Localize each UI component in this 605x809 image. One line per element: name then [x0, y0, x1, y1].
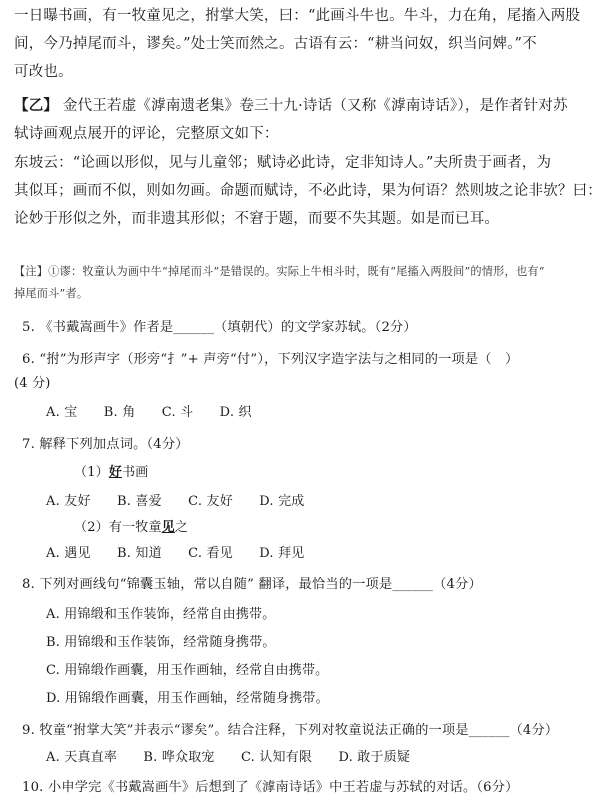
q7-2-prefix: （2）有一牧童 [74, 520, 162, 535]
q7-1-option-b: B. 喜爱 [117, 494, 162, 509]
question-7: 7. 解释下列加点词。（4分） [22, 437, 189, 452]
q8-option-b: B. 用锦缎和玉作装饰，经常随身携带。 [46, 635, 276, 650]
question-9: 9. 牧童“拊掌大笑”并表示“谬矣”。结合注释，下列对牧童说法正确的一项是______（4分） [22, 723, 559, 738]
section-b-label: 【乙】 [14, 97, 59, 114]
q8-option-c: C. 用锦缎作画囊，用玉作画轴，经常自由携带。 [46, 663, 329, 678]
passage-line-1: 一日曝书画，有一牧童见之，拊掌大笑，曰：“此画斗牛也。牛斗，力在角，尾搐入两股 [14, 8, 581, 24]
question-7-part-2 [74, 518, 188, 538]
question-7-1-options [46, 492, 327, 512]
question-9-options [46, 748, 432, 768]
q6-option-b: B. 角 [103, 405, 136, 420]
quote-line-2: 其似耳；画而不似，则如勿画。命题而赋诗，不必此诗，果为何语？然则坡之论非欤？曰： [14, 183, 602, 199]
question-8: 8. 下列对画线句“锦囊玉轴，常以自随” 翻译，最恰当的一项是______（4分） [22, 577, 482, 592]
q7-2-option-c: C. 看见 [188, 546, 233, 561]
q7-1-option-a: A. 友好 [46, 494, 91, 509]
question-10: 10. 小申学完《书戴嵩画牛》后想到了《滹南诗话》中王若虚与苏轼的对话。（6分） [22, 780, 519, 795]
question-7-part-1 [74, 463, 148, 483]
q8-option-d: D. 用锦缎作画囊，用玉作画轴，经常随身携带。 [46, 691, 329, 706]
q7-2-option-b: B. 知道 [117, 546, 162, 561]
q6-option-c: C. 斗 [161, 405, 194, 420]
question-5: 5. 《书戴嵩画牛》作者是______（填朝代）的文学家苏轼。（2分） [22, 320, 417, 335]
quote-line-3: 论妙于形似之外，而非遗其形似；不窘于题，而要不失其题。如是而已耳。 [14, 211, 500, 227]
section-b-line-2: 轼诗画观点展开的评论，完整原文如下： [14, 126, 279, 142]
question-6: 6. “拊”为形声字（形旁“扌”+ 声旁“付”），下列汉字造字法与之相同的一项是（ ） [22, 352, 519, 367]
q7-1-word: 好 [108, 465, 123, 480]
question-7-2-options [46, 544, 327, 564]
q7-2-option-a: A. 遇见 [46, 546, 91, 561]
note-line-2: 掉尾而斗”者。 [14, 287, 89, 300]
q9-option-b: B. 哗众取宠 [143, 750, 215, 765]
section-b-intro: 金代王若虚《滹南遗老集》卷三十九·诗话（又称《滹南诗话》），是作者针对苏 [62, 98, 568, 114]
question-6-options [46, 403, 274, 423]
q7-1-option-d: D. 完成 [259, 494, 305, 509]
q9-option-c: C. 认知有限 [240, 750, 313, 765]
q7-2-rest: 之 [174, 520, 189, 535]
q9-option-a: A. 天真直率 [46, 750, 118, 765]
q7-2-option-d: D. 拜见 [259, 546, 305, 561]
q6-option-a: A. 宝 [46, 405, 78, 420]
q7-1-rest: 书画 [122, 465, 149, 480]
q7-2-word: 见 [161, 520, 175, 535]
passage-line-2: 间，今乃掉尾而斗，谬矣。”处士笑而然之。古语有云：“耕当问奴，织当问婢。”不 [14, 36, 537, 52]
q8-option-a: A. 用锦缎和玉作装饰，经常自由携带。 [46, 607, 276, 622]
q7-1-option-c: C. 友好 [188, 494, 233, 509]
q6-option-d: D. 织 [219, 405, 252, 420]
q9-option-d: D. 敢于质疑 [338, 750, 411, 765]
section-b-line-1 [14, 96, 568, 116]
quote-line-1: 东坡云：“论画以形似，见与儿童邻；赋诗必此诗，定非知诗人。”夫所贵于画者，为 [14, 155, 552, 171]
q7-1-prefix: （1） [74, 465, 109, 480]
note-line-1: 【注】①谬：牧童认为画中牛“掉尾而斗”是错误的。实际上牛相斗时，既有“尾搐入两股间”的情形，也有“ [14, 265, 545, 278]
passage-line-3: 可改也。 [14, 64, 73, 80]
question-6-score: (4 分) [14, 376, 51, 391]
